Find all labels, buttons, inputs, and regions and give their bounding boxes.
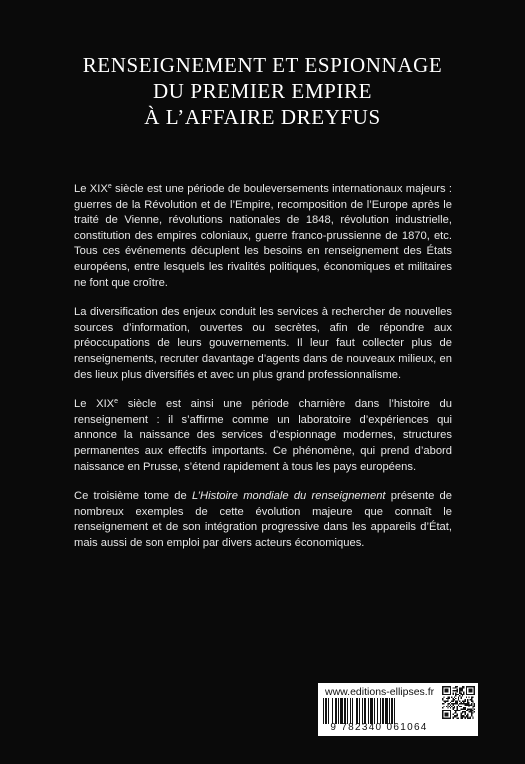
paragraph-3 xyxy=(74,397,452,475)
publisher-url: www.editions-ellipses.fr xyxy=(325,686,435,698)
century-superscript: e xyxy=(107,183,112,190)
qr-code-icon xyxy=(442,686,475,719)
title-line: DU PREMIER EMPIRE xyxy=(152,79,373,103)
paragraph-4-text: présente de nombreux exemples de cette évolution majeure que connaît le renseignement et de son intégration progressive dans les appareils d’État, mais aussi de son emploi par divers acteurs économiques. xyxy=(74,490,452,549)
title-line: À L’AFFAIRE DREYFUS xyxy=(144,105,381,129)
paragraph-1 xyxy=(74,182,452,291)
paragraph-2: La diversification des enjeux conduit les services à rechercher de nouvelles sources d’information, ouvertes ou secrètes, afin de répondre aux préoccupations de leurs gouvernements. Il leur faut collecter plus de renseignements, recruter davantage d’agents dans de nouveaux milieux, en des lieux plus diversifiés et avec un plus grand professionnalisme. xyxy=(74,306,452,381)
paragraph-4 xyxy=(74,489,452,551)
century-superscript: e xyxy=(114,398,119,406)
isbn-number: 9 782340 061064 xyxy=(330,722,428,733)
paragraph-4-start: Ce troisième tome de xyxy=(74,490,192,503)
paragraph-1-text: siècle est une période de bouleversements internationaux majeurs : guerres de la Révolution et de l’Empire, recomposition de l’Europe après le traité de Vienne, révolutions nationales de 1848, révolution industrielle, constitution des empires coloniaux, guerre franco-prussienne de 1870, etc. Tous ces événements décuplent les besoins en renseignement des États européens, entre lesquels les rivalités politiques, économiques et militaires ne font que croître. xyxy=(74,183,452,289)
book-title xyxy=(0,52,525,130)
title-line: RENSEIGNEMENT ET ESPIONNAGE xyxy=(82,53,443,77)
blurb xyxy=(74,182,452,565)
paragraph-1-start: Le XIX xyxy=(74,183,108,195)
paragraph-3-text: siècle est ainsi une période charnière dans l’histoire du renseignement : il s’affirme comme un laboratoire d’expériences qui annonce la naissance des services d’espionnage modernes, structures permanentes aux effectifs importants. Ce phénomène, qui prend d’abord naissance en Prusse, s’étend rapidement à tous les pays européens. xyxy=(74,398,452,473)
barcode-panel xyxy=(318,683,478,736)
series-title: L’Histoire mondiale du renseignement xyxy=(191,490,386,503)
paragraph-3-start: Le XIX xyxy=(74,398,115,411)
barcode-icon xyxy=(323,698,435,724)
